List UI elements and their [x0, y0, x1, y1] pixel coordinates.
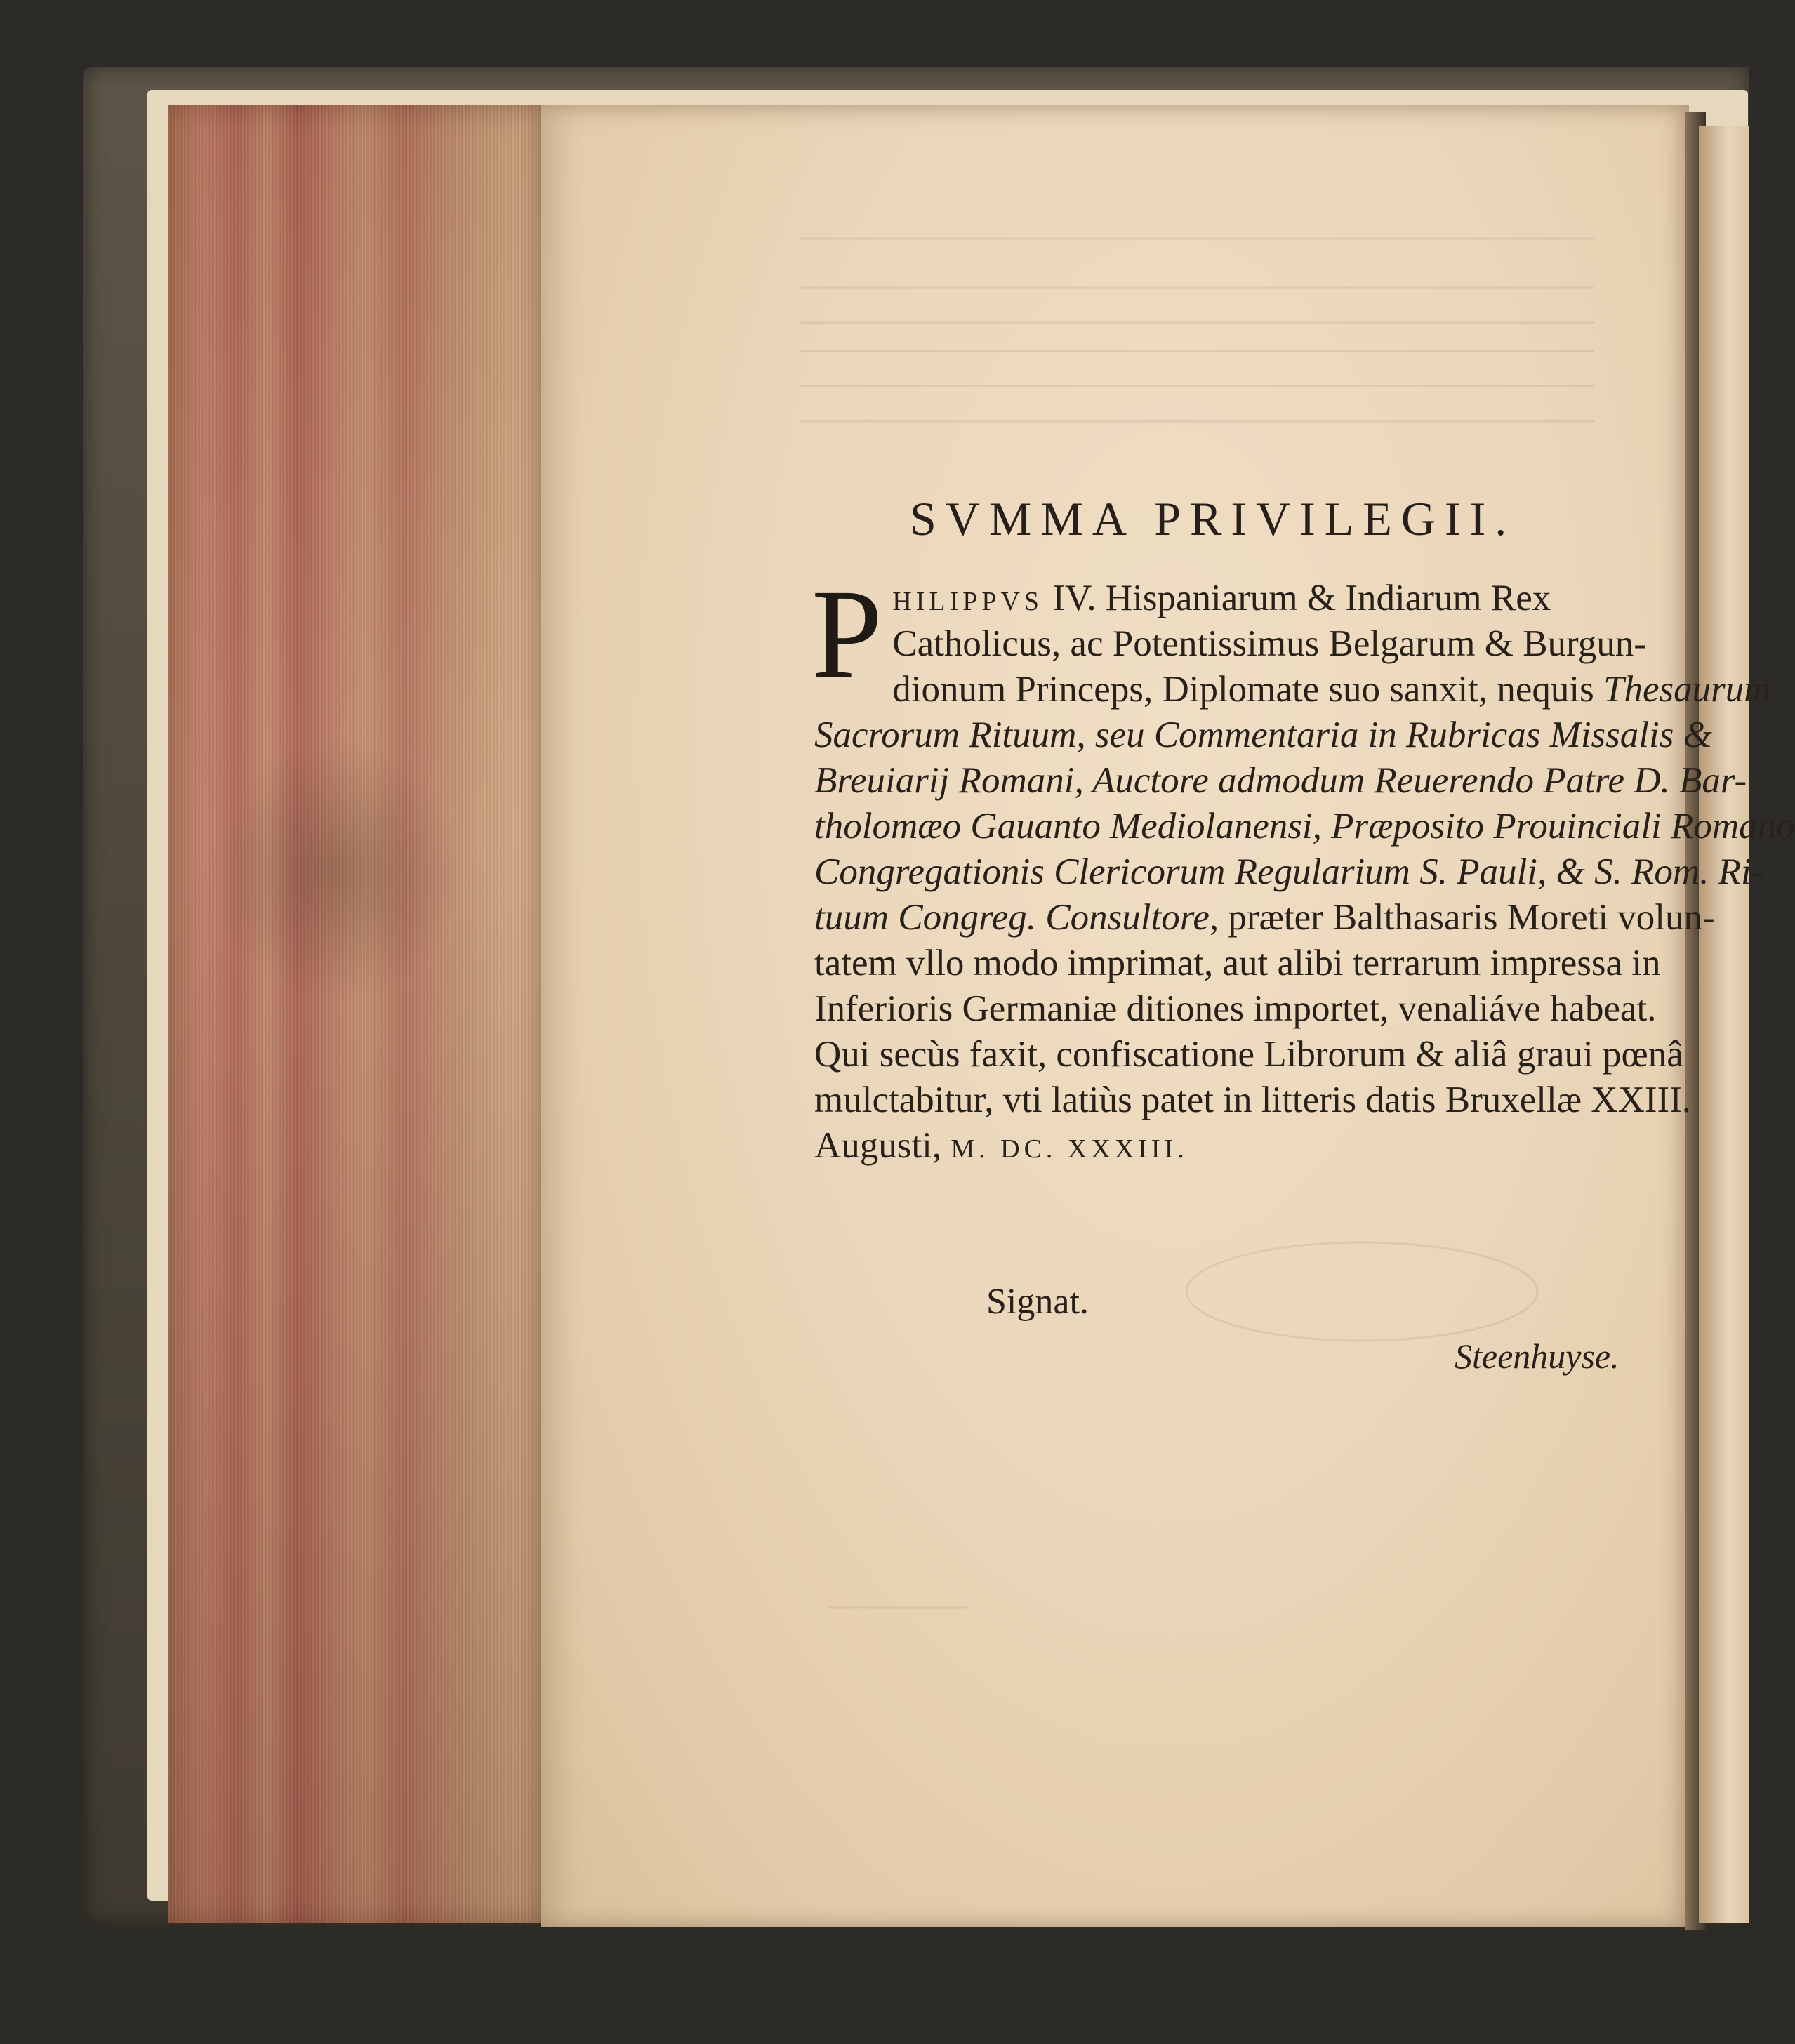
text-line	[814, 986, 1685, 1032]
text-line	[814, 712, 1712, 758]
page-title: SVMMA PRIVILEGII.	[910, 492, 1516, 545]
text-segment: tholomæo Gauanto Mediolanensi, Præposito Prouinciali Romano	[814, 806, 1795, 847]
text-segment: Breuiarij Romani, Auctore admodum Reuerendo Patre D. Bar-	[814, 760, 1747, 801]
text-line	[814, 849, 1764, 895]
signat-label: Signat.	[986, 1282, 1089, 1322]
fore-edge-stain	[211, 737, 463, 1004]
page-fore-edge	[168, 105, 548, 1923]
text-line	[814, 941, 1685, 986]
text-segment: , præter Balthasaris Moreti volun-	[1209, 897, 1715, 938]
signer-name: Steenhuyse.	[1455, 1336, 1620, 1376]
text-line	[814, 804, 1795, 849]
text-line	[814, 1077, 1692, 1123]
privilege-text	[812, 564, 1795, 1169]
text-segment: Catholicus, ac Potentissimus Belgarum & Burgun-	[892, 623, 1646, 664]
text-segment: tuum Congreg. Consultore	[814, 897, 1210, 938]
text-segment: IV. Hispaniarum & Indiarum Rex	[1043, 578, 1551, 618]
text-segment: Inferioris Germaniæ ditiones importet, venaliáve habeat.	[814, 988, 1657, 1029]
text-segment: Sacrorum Rituum, seu Commentaria in Rubricas Missalis &	[814, 715, 1712, 755]
text-segment: Thesaurum	[1603, 669, 1771, 710]
text-line	[814, 1123, 1685, 1169]
next-page-edge	[1699, 126, 1749, 1923]
text-line	[814, 895, 1715, 941]
text-line	[814, 758, 1747, 804]
text-segment: Qui secùs faxit, confiscatione Librorum & aliâ graui pœnâ	[814, 1034, 1683, 1075]
text-line	[814, 667, 1771, 712]
text-segment: Congregationis Clericorum Regularium S. Pauli, & S. Rom. Ri-	[814, 851, 1764, 892]
drop-capital: P	[812, 564, 883, 705]
text-segment: mulctabitur, vti latiùs patet in litteris datis Bruxellæ XXIII.	[814, 1080, 1692, 1120]
text-segment: M. DC. XXXIII.	[951, 1134, 1188, 1164]
text-line	[814, 576, 1685, 621]
text-segment: dionum Princeps, Diplomate suo sanxit, nequis	[892, 669, 1604, 710]
text-line	[814, 621, 1685, 667]
text-segment: Augusti,	[814, 1125, 951, 1166]
text-segment: HILIPPVS	[892, 587, 1044, 616]
text-line	[814, 1032, 1685, 1077]
text-segment: tatem vllo modo imprimat, aut alibi terrarum impressa in	[814, 943, 1661, 983]
